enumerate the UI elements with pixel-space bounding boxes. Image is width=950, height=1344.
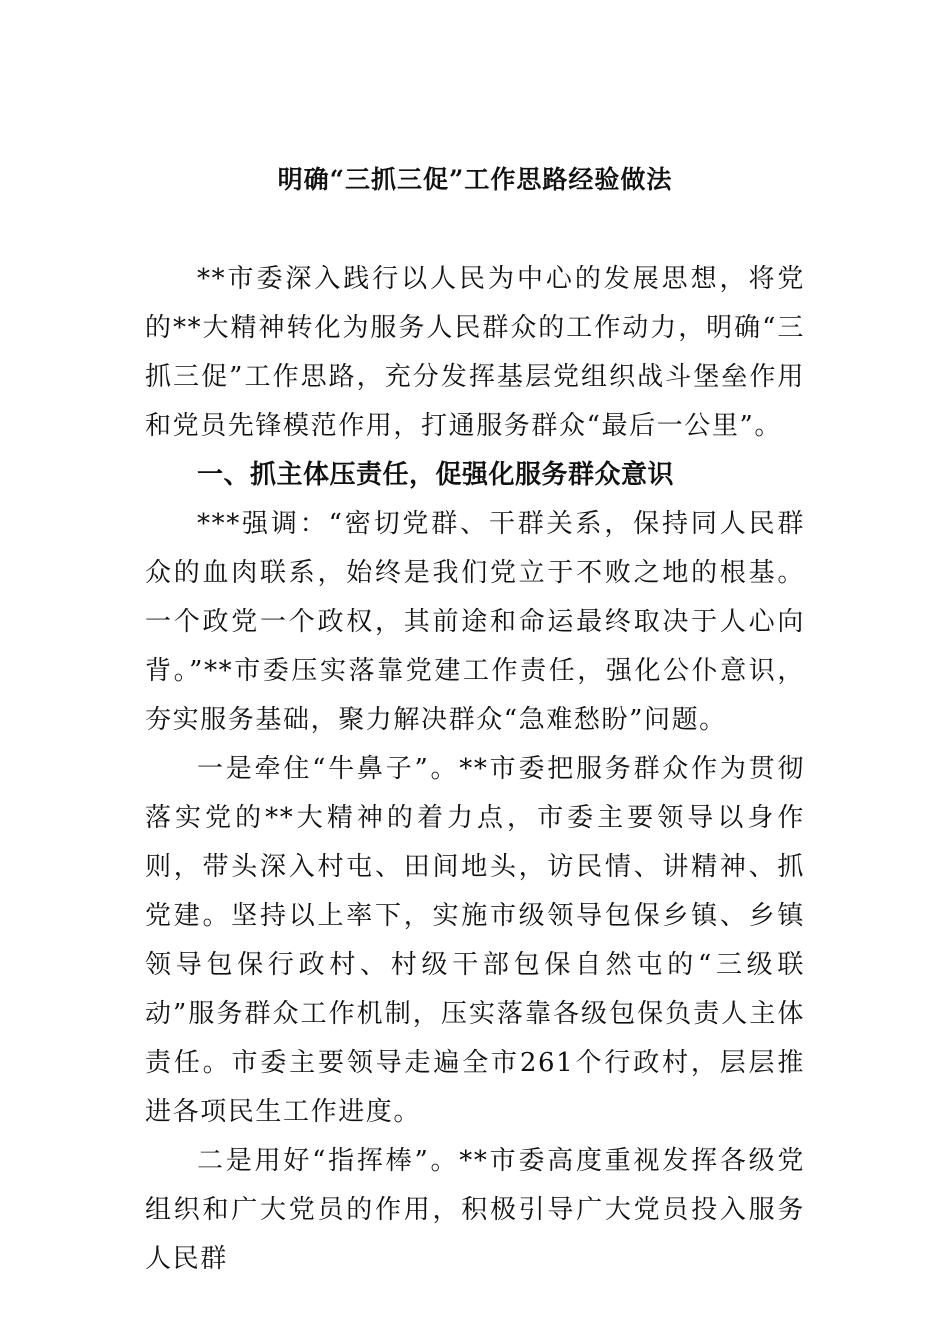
point-one-paragraph: 一是牵住“牛鼻子”。**市委把服务群众作为贯彻落实党的**大精神的着力点，市委主要领导以身作则，带头深入村屯、田间地头，访民情、讲精神、抓党建。坚持以上率下，实施市级领导包保乡镇、乡镇领导包保行政村、村级干部包保自然屯的“三级联动”服务群众工作机制，压实落靠各级包保负责人主体责任。市委主要领导走遍全市261个行政村，层层推进各项民生工作进度。 <box>145 754 805 1127</box>
document-title: 明确“三抓三促”工作思路经验做法 <box>277 165 673 194</box>
document-body <box>145 255 805 1284</box>
intro-paragraph: **市委深入践行以人民为中心的发展思想，将党的**大精神转化为服务人民群众的工作动力，明确“三抓三促”工作思路，充分发挥基层党组织战斗堡垒作用和党员先锋模范作用，打通服务群众“最后一公里”。 <box>145 264 805 441</box>
point-two-paragraph: 二是用好“指挥棒”。**市委高度重视发挥各级党组织和广大党员的作用，积极引导广大党员投入服务人民群 <box>145 1146 805 1274</box>
quote-paragraph: ***强调：“密切党群、干群关系，保持同人民群众的血肉联系，始终是我们党立于不败之地的根基。一个政党一个政权，其前途和命运最终取决于人心向背。”**市委压实落靠党建工作责任，强化公仆意识，夯实服务基础，聚力解决群众“急难愁盼”问题。 <box>145 509 805 735</box>
section-heading-1: 一、抓主体压责任，促强化服务群众意识 <box>197 460 675 490</box>
